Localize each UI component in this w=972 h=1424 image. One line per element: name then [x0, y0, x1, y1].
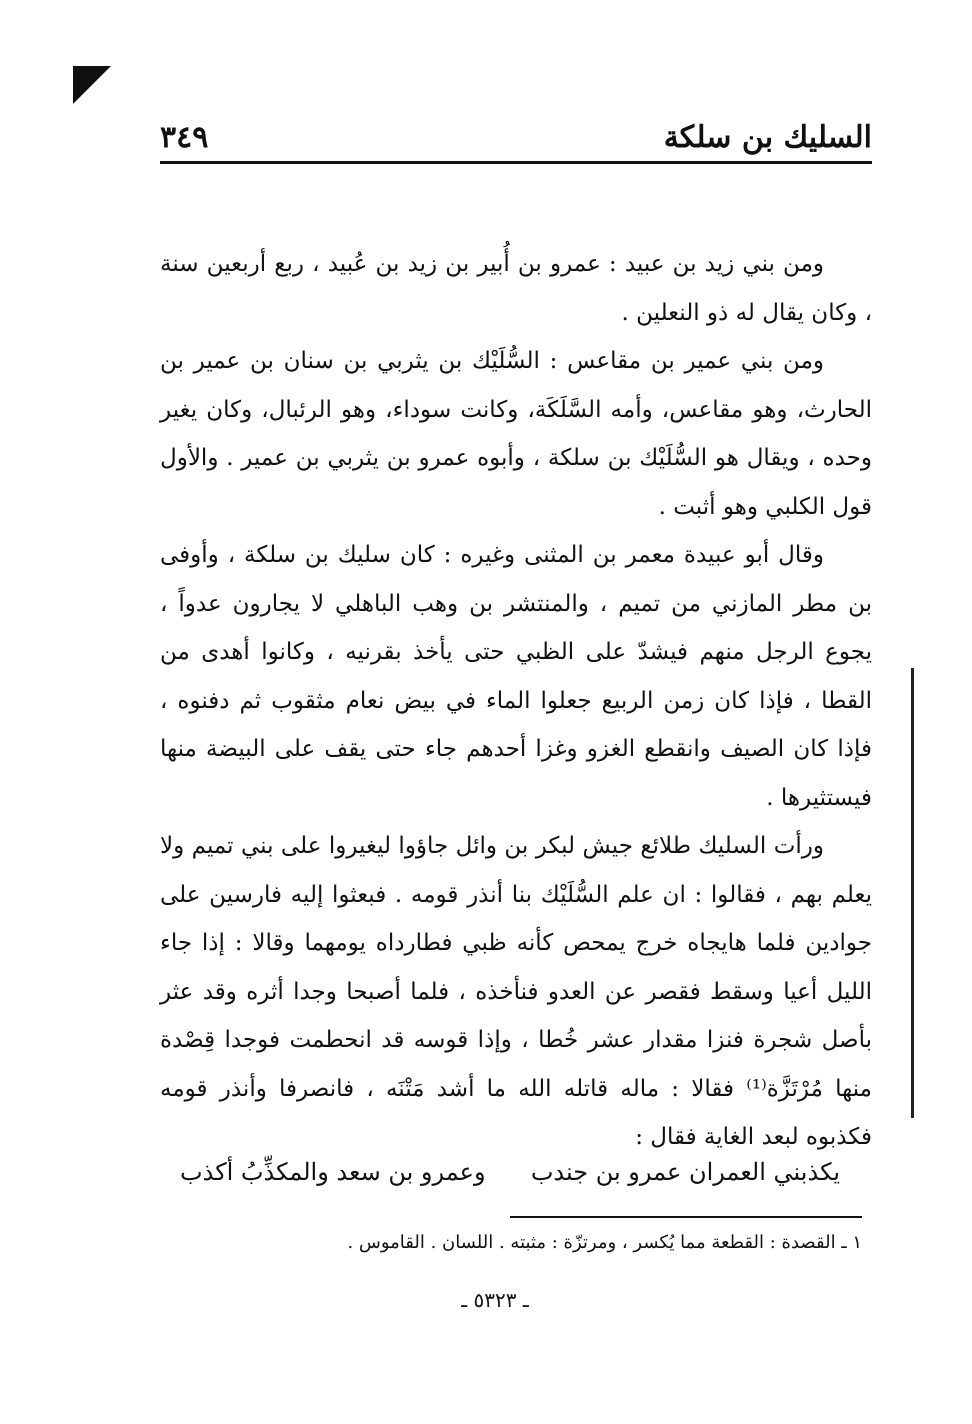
paragraph: ومن بني زيد بن عبيد : عمرو بن أُبير بن زيد بن عُبيد ، ربع أربعين سنة ، وكان يقال له ذو النعلين . — [160, 251, 872, 326]
footer-page-number: ـ ٥٣٢٣ ـ — [461, 1288, 529, 1312]
running-title: السليك بن سلكة — [663, 120, 872, 155]
paragraph: وقال أبو عبيدة معمر بن المثنى وغيره : كان سليك بن سلكة ، وأوفى بن مطر المازني من تميم ، والمنتشر بن وهب الباهلي لا يجارون عدواً ، يجوع الرجل منهم فيشدّ على الظبي حتى يأخذ بقرنيه ، وكانوا أهدى من القطا ، فإذا كان زمن الربيع جعلوا الماء في بيض نعام مثقوب ثم دفنوه ، فإذا كان الصيف وانقطع الغزو وغزا أحدهم جاء حتى يقف على البيضة منها فيستثيرها . — [160, 542, 872, 811]
corner-mark — [73, 66, 111, 104]
margin-rule — [911, 668, 914, 1118]
verse-first-hemistich: يكذبني العمران عمرو بن جندب — [530, 1158, 840, 1186]
body-text — [160, 240, 872, 1162]
verse-second-hemistich: وعمرو بن سعد والمكذِّبُ أكذب — [180, 1158, 486, 1186]
footnote-rule — [510, 1216, 862, 1218]
verse-line — [180, 1158, 840, 1206]
footnote: ١ ـ القصدة : القطعة مما يُكسر ، ومرتزّة : مثبته . اللسان . القاموس . — [347, 1232, 862, 1253]
paragraph: ورأت السليك طلائع جيش لبكر بن وائل جاؤوا ليغيروا على بني تميم ولا يعلم بهم ، فقالوا : ان علم السُّلَيْك بنا أنذر قومه . فبعثوا إليه فارسين على جوادين فلما هايجاه خرج يمحص كأنه ظبي فطارداه يومهما وقالا : إذا جاء الليل أعيا وسقط فقصر عن العدو فنأخذه ، فلما أصبحا وجدا أثره وقد عثر بأصل شجرة فنزا مقدار عشر خُطا ، وإذا قوسه قد انحطمت فوجدا قِصْدة منها مُرْتَزَّة⁽¹⁾ فقالا : ماله قاتله الله ما أشد مَتْنَه ، فانصرفا وأنذر قومه فكذبوه لبعد الغاية فقال : — [160, 833, 872, 1150]
page-number: ٣٤٩ — [160, 120, 209, 155]
running-head — [160, 112, 872, 162]
paragraph: ومن بني عمير بن مقاعس : السُّلَيْك بن يثربي بن سنان بن عمير بن الحارث، وهو مقاعس، وأمه السَّلَكَة، وكانت سوداء، وهو الرئبال، وكان يغير وحده ، ويقال هو السُّلَيْك بن سلكة ، وأبوه عمرو بن يثربي بن عمير . والأول قول الكلبي وهو أثبت . — [160, 348, 872, 520]
header-rule — [160, 161, 872, 164]
